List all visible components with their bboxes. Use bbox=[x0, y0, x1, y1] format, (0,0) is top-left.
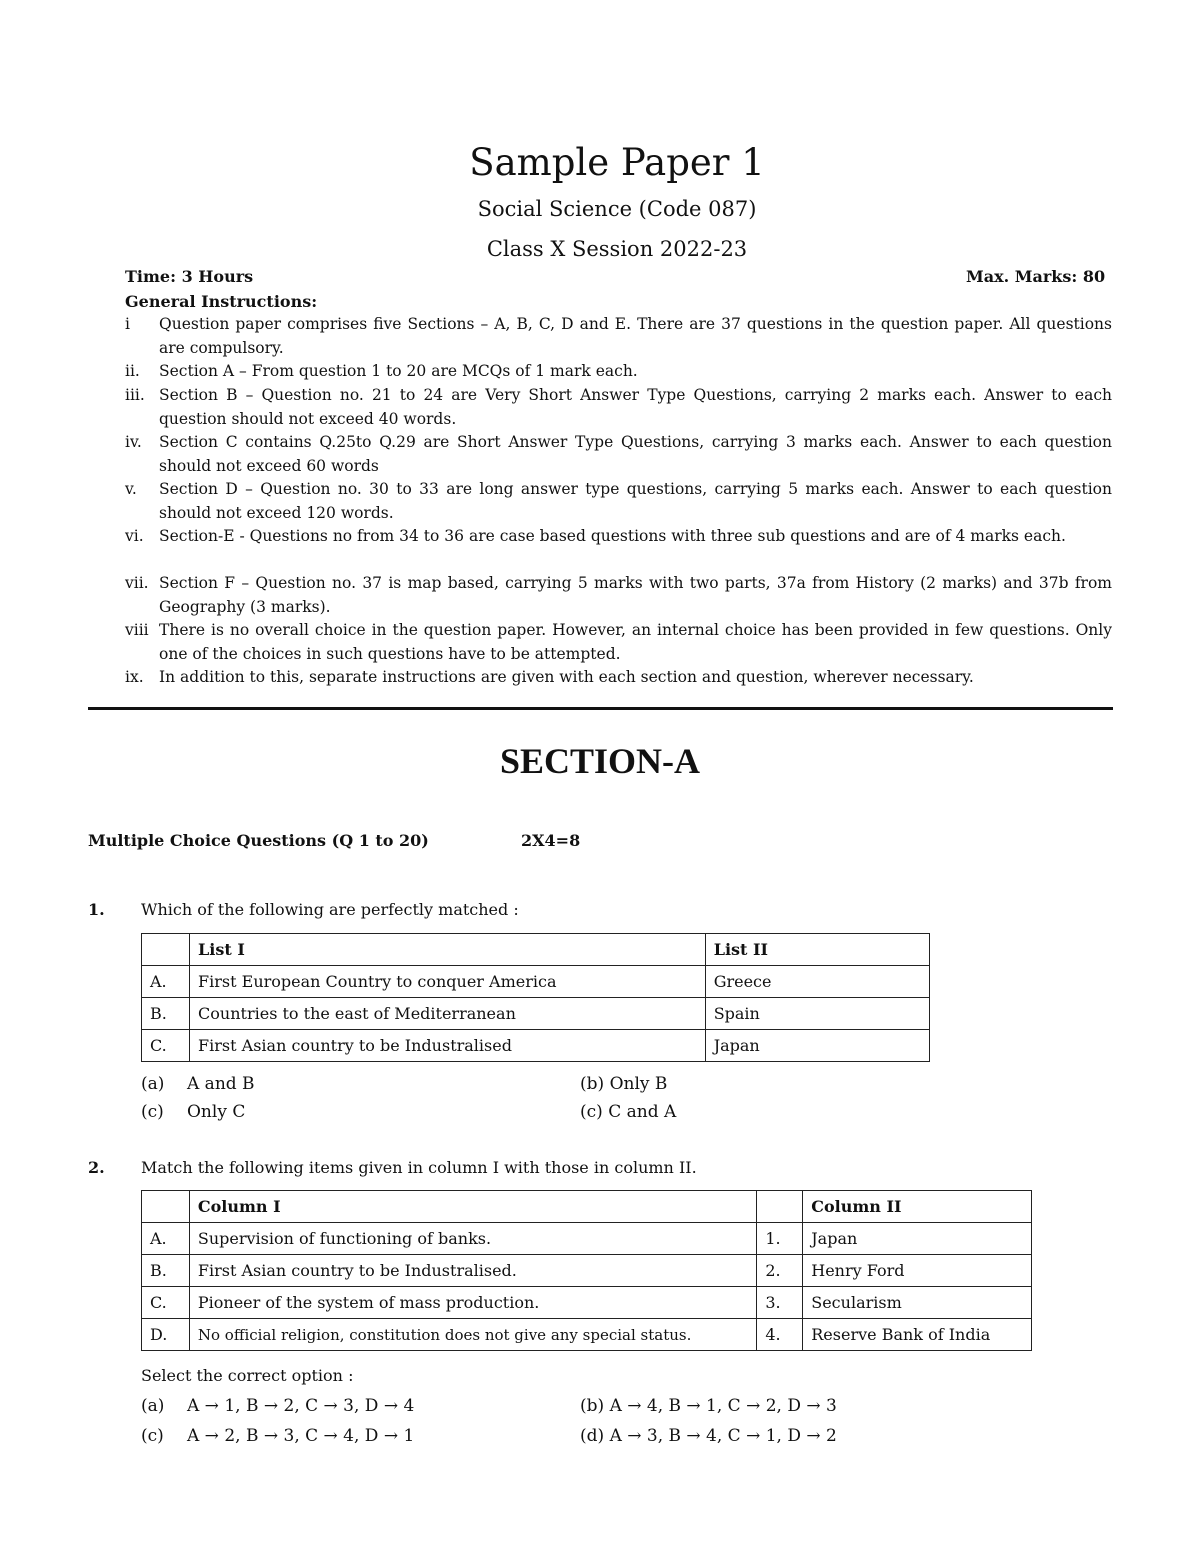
option-a bbox=[141, 1074, 255, 1094]
column-header-column-1: Column I bbox=[189, 1191, 757, 1223]
table-cell: B. bbox=[142, 998, 190, 1030]
table-row bbox=[142, 998, 930, 1030]
instruction-number: ii. bbox=[125, 362, 140, 380]
instruction-number: iii. bbox=[125, 386, 145, 404]
table-cell bbox=[142, 1191, 190, 1223]
table-row bbox=[142, 1223, 1032, 1255]
table-header-row bbox=[142, 1191, 1032, 1223]
question-text: Match the following items given in column I with those in column II. bbox=[141, 1158, 697, 1177]
instruction-number: i bbox=[125, 315, 130, 333]
q2-match-table bbox=[141, 1190, 1032, 1351]
instruction-text: In addition to this, separate instructions are given with each section and question, wherever necessary. bbox=[159, 668, 974, 686]
subject-line: Social Science (Code 087) bbox=[477, 197, 757, 221]
instruction-number: vii. bbox=[125, 574, 149, 592]
table-row bbox=[142, 1287, 1032, 1319]
column-header-list-2: List II bbox=[705, 934, 929, 966]
instruction-text: There is no overall choice in the question paper. However, an internal choice has been provided in few questions. Only one of the choices in such questions have to be attempted. bbox=[159, 621, 1112, 663]
table-cell: 2. bbox=[757, 1255, 803, 1287]
section-divider bbox=[88, 707, 1113, 710]
table-cell: C. bbox=[142, 1287, 190, 1319]
paper-title: Sample Paper 1 bbox=[469, 141, 765, 184]
question-number: 1. bbox=[88, 900, 105, 919]
table-cell: Japan bbox=[803, 1223, 1032, 1255]
table-cell: A. bbox=[142, 1223, 190, 1255]
option-text: A → 4, B → 1, C → 2, D → 3 bbox=[609, 1396, 837, 1416]
option-b bbox=[580, 1396, 837, 1416]
instruction-number: iv. bbox=[125, 433, 142, 451]
question-number: 2. bbox=[88, 1158, 105, 1177]
instruction-text: Section A – From question 1 to 20 are MCQs of 1 mark each. bbox=[159, 362, 638, 380]
option-label: (d) bbox=[580, 1426, 605, 1446]
option-label: (b) bbox=[580, 1396, 605, 1416]
column-header-list-1: List I bbox=[190, 934, 706, 966]
option-text: Only C bbox=[187, 1102, 246, 1122]
option-text: A → 3, B → 4, C → 1, D → 2 bbox=[609, 1426, 837, 1446]
option-label: (c) bbox=[580, 1102, 603, 1122]
option-c bbox=[141, 1102, 245, 1122]
table-cell bbox=[142, 934, 190, 966]
table-cell: Spain bbox=[705, 998, 929, 1030]
instruction-text: Section D – Question no. 30 to 33 are long answer type questions, carrying 5 marks each. Answer to each question should not exceed 120 words. bbox=[159, 480, 1112, 522]
table-cell: Reserve Bank of India bbox=[803, 1319, 1032, 1351]
instruction-text: Section F – Question no. 37 is map based, carrying 5 marks with two parts, 37a from History (2 marks) and 37b from Geography (3 marks). bbox=[159, 574, 1112, 616]
table-cell: 4. bbox=[757, 1319, 803, 1351]
option-label: (c) bbox=[141, 1426, 164, 1446]
option-d bbox=[580, 1102, 676, 1122]
table-row bbox=[142, 1030, 930, 1062]
option-label: (b) bbox=[580, 1074, 605, 1094]
option-a bbox=[141, 1396, 414, 1416]
table-cell: Pioneer of the system of mass production. bbox=[189, 1287, 757, 1319]
option-text: A and B bbox=[187, 1074, 255, 1094]
select-option-prompt: Select the correct option : bbox=[141, 1366, 354, 1385]
session-line: Class X Session 2022-23 bbox=[486, 237, 748, 261]
option-text: Only B bbox=[609, 1074, 668, 1094]
table-cell: 3. bbox=[757, 1287, 803, 1319]
section-title: SECTION-A bbox=[499, 741, 701, 781]
general-instructions-heading: General Instructions: bbox=[125, 292, 318, 311]
instruction-text: Question paper comprises five Sections – A, B, C, D and E. There are 37 questions in the question paper. All questions are compulsory. bbox=[159, 315, 1112, 357]
option-text: C and A bbox=[608, 1102, 677, 1122]
table-cell: Japan bbox=[705, 1030, 929, 1062]
table-cell: Greece bbox=[705, 966, 929, 998]
mcq-marks: 2X4=8 bbox=[521, 831, 581, 850]
mcq-heading: Multiple Choice Questions (Q 1 to 20) bbox=[88, 831, 429, 850]
instruction-number: v. bbox=[125, 480, 137, 498]
table-cell: Henry Ford bbox=[803, 1255, 1032, 1287]
option-label: (a) bbox=[141, 1396, 165, 1416]
instruction-text: Section B – Question no. 21 to 24 are Very Short Answer Type Questions, carrying 2 marks each. Answer to each question should not exceed 40 words. bbox=[159, 386, 1112, 428]
option-label: (c) bbox=[141, 1102, 164, 1122]
question-text: Which of the following are perfectly matched : bbox=[141, 900, 519, 919]
table-row bbox=[142, 1255, 1032, 1287]
table-cell: Supervision of functioning of banks. bbox=[189, 1223, 757, 1255]
table-cell bbox=[757, 1191, 803, 1223]
table-cell: B. bbox=[142, 1255, 190, 1287]
table-cell: A. bbox=[142, 966, 190, 998]
time-label: Time: 3 Hours bbox=[125, 267, 254, 286]
instruction-number: ix. bbox=[125, 668, 144, 686]
option-text: A → 1, B → 2, C → 3, D → 4 bbox=[187, 1396, 415, 1416]
table-cell: First Asian country to be Industralised bbox=[190, 1030, 706, 1062]
option-c bbox=[141, 1426, 414, 1446]
table-cell: Countries to the east of Mediterranean bbox=[190, 998, 706, 1030]
table-cell: No official religion, constitution does not give any special status. bbox=[189, 1319, 757, 1351]
option-d bbox=[580, 1426, 837, 1446]
table-cell: First European Country to conquer America bbox=[190, 966, 706, 998]
table-header-row bbox=[142, 934, 930, 966]
column-header-column-2: Column II bbox=[803, 1191, 1032, 1223]
table-cell: D. bbox=[142, 1319, 190, 1351]
table-cell: Secularism bbox=[803, 1287, 1032, 1319]
instruction-number: vi. bbox=[125, 527, 144, 545]
table-cell: C. bbox=[142, 1030, 190, 1062]
instruction-text: Section-E - Questions no from 34 to 36 are case based questions with three sub questions and are of 4 marks each. bbox=[159, 527, 1066, 545]
table-cell: First Asian country to be Industralised. bbox=[189, 1255, 757, 1287]
table-cell: 1. bbox=[757, 1223, 803, 1255]
max-marks-label: Max. Marks: 80 bbox=[966, 267, 1106, 286]
table-row bbox=[142, 1319, 1032, 1351]
q1-match-table bbox=[141, 933, 930, 1062]
table-row bbox=[142, 966, 930, 998]
option-b bbox=[580, 1074, 667, 1094]
instruction-text: Section C contains Q.25to Q.29 are Short Answer Type Questions, carrying 3 marks each. Answer to each question should not exceed 60 words bbox=[159, 433, 1112, 475]
option-text: A → 2, B → 3, C → 4, D → 1 bbox=[187, 1426, 415, 1446]
instruction-number: viii bbox=[125, 621, 149, 639]
option-label: (a) bbox=[141, 1074, 165, 1094]
